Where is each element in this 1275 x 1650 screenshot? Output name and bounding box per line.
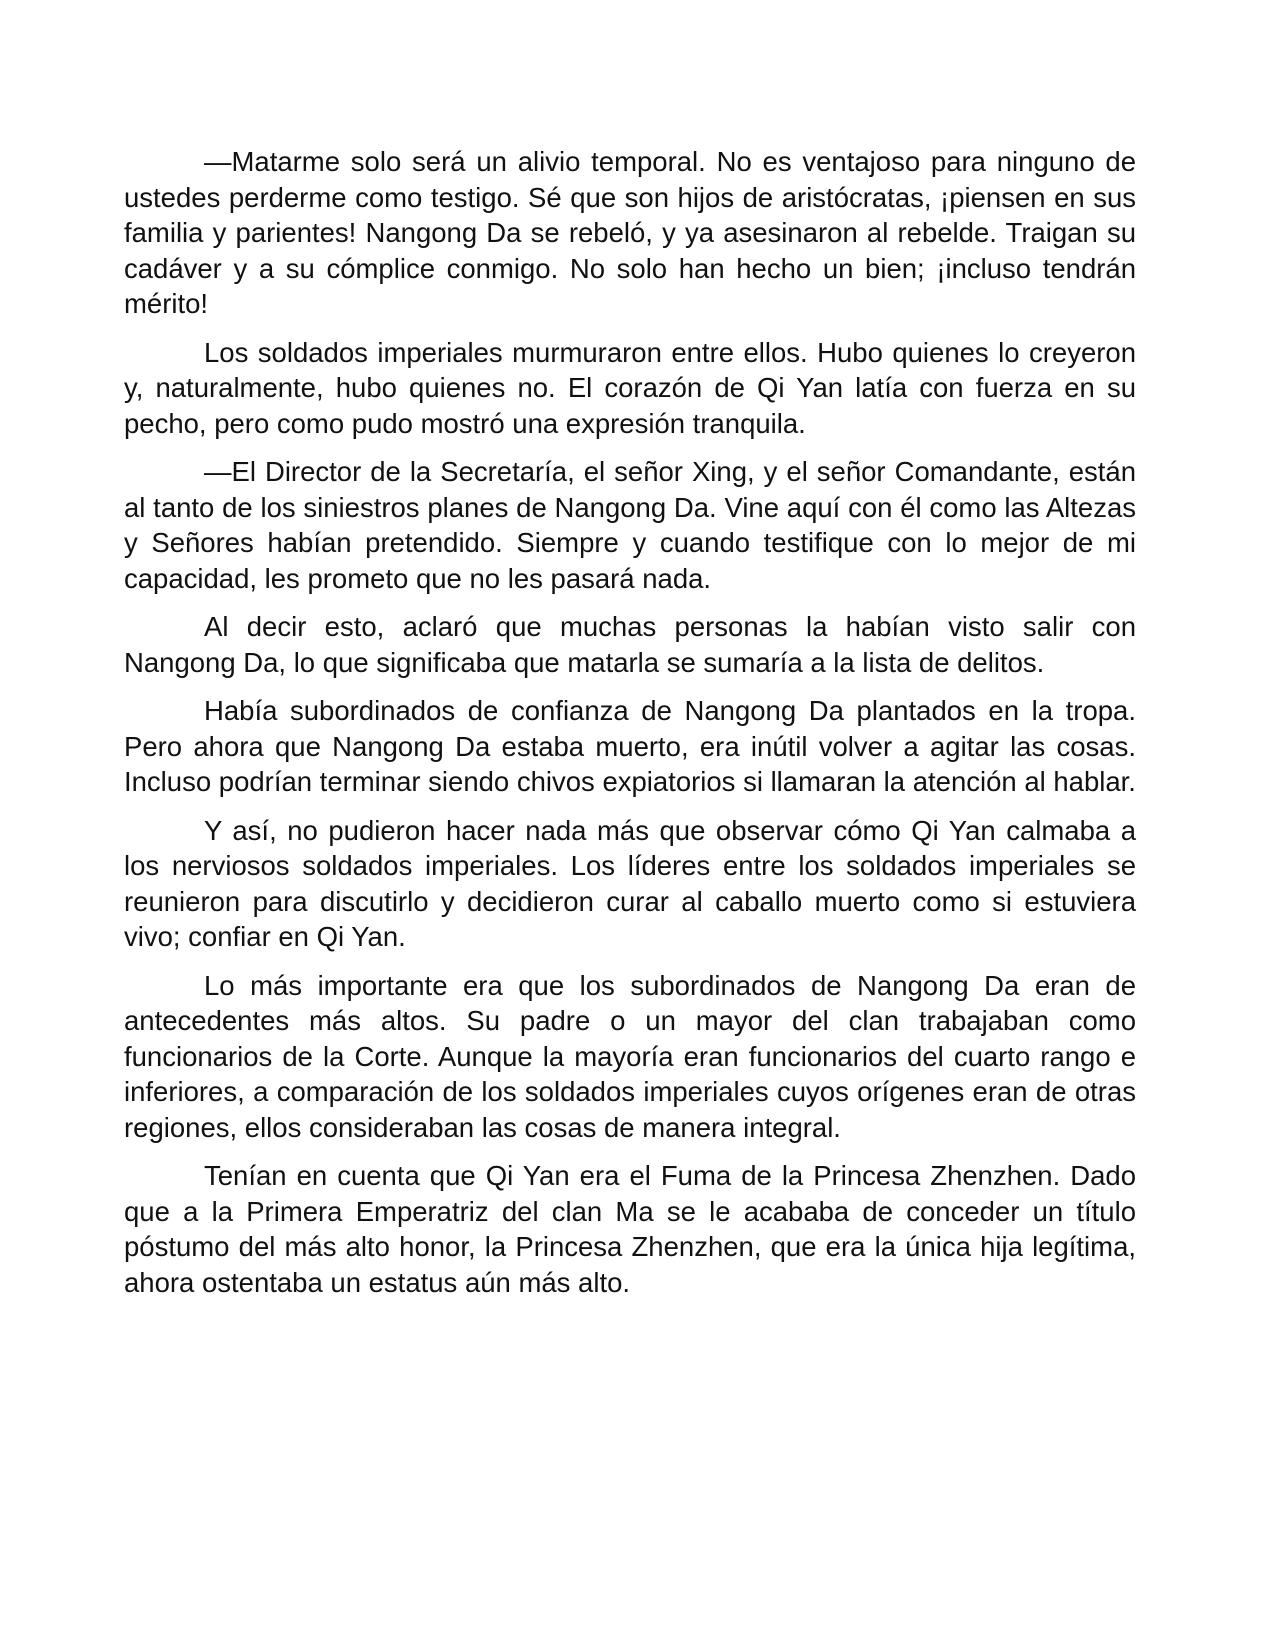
document-page bbox=[124, 144, 1136, 1313]
paragraph-7: Lo más importante era que los subordinados de Nangong Da eran de antecedentes más altos. Su padre o un mayor del clan trabajaban como funcionarios de la Corte. Aunque la mayoría eran funcionarios del cuarto rango e inferiores, a comparación de los soldados imperiales cuyos orígenes eran de otras regiones, ellos consideraban las cosas de manera integral. bbox=[124, 969, 1136, 1143]
paragraph-1: —Matarme solo será un alivio temporal. No es ventajoso para ninguno de ustedes perderme como testigo. Sé que son hijos de aristócratas, ¡piensen en sus familia y parientes! Nangong Da se rebeló, y ya asesinaron al rebelde. Traigan su cadáver y a su cómplice conmigo. No solo han hecho un bien; ¡incluso tendrán mérito! bbox=[124, 146, 1136, 319]
paragraph-8: Tenían en cuenta que Qi Yan era el Fuma de la Princesa Zhenzhen. Dado que a la Primera Emperatriz del clan Ma se le acababa de conceder un título póstumo del más alto honor, la Princesa Zhenzhen, que era la única hija legítima, ahora ostentaba un estatus aún más alto. bbox=[124, 1160, 1136, 1298]
paragraph-2: Los soldados imperiales murmuraron entre ellos. Hubo quienes lo creyeron y, naturalmente, hubo quienes no. El corazón de Qi Yan latía con fuerza en su pecho, pero como pudo mostró una expresión tranquila. bbox=[124, 336, 1136, 439]
paragraph-4: Al decir esto, aclaró que muchas personas la habían visto salir con Nangong Da, lo que significaba que matarla se sumaría a la lista de delitos. bbox=[124, 611, 1136, 678]
paragraph-5: Había subordinados de confianza de Nangong Da plantados en la tropa. Pero ahora que Nangong Da estaba muerto, era inútil volver a agitar las cosas. Incluso podrían terminar siendo chivos expiatorios si llamaran la atención al hablar. bbox=[124, 695, 1136, 797]
paragraph-3: —El Director de la Secretaría, el señor Xing, y el señor Comandante, están al tanto de los siniestros planes de Nangong Da. Vine aquí con él como las Altezas y Señores habían pretendido. Siempre y cuando testifique con lo mejor de mi capacidad, les prometo que no les pasará nada. bbox=[124, 456, 1136, 594]
paragraph-6: Y así, no pudieron hacer nada más que observar cómo Qi Yan calmaba a los nerviosos soldados imperiales. Los líderes entre los soldados imperiales se reunieron para discutirlo y decidieron curar al caballo muerto como si estuviera vivo; confiar en Qi Yan. bbox=[124, 814, 1136, 952]
